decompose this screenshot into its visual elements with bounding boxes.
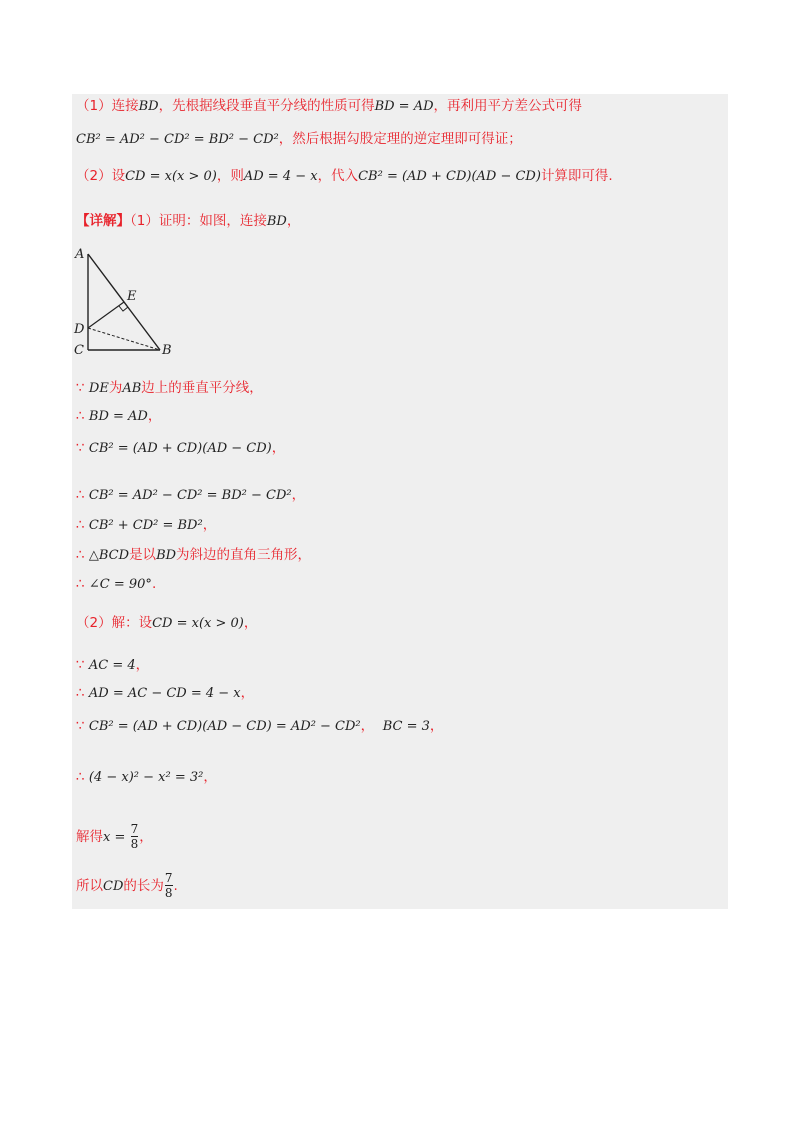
triangle-figure bbox=[72, 244, 192, 364]
text: ，则 bbox=[216, 168, 244, 184]
text: 的长为 bbox=[123, 878, 164, 894]
label-a: A bbox=[75, 247, 85, 262]
part2-line bbox=[76, 683, 254, 704]
symbol: ∵ bbox=[76, 440, 85, 456]
text: ， bbox=[135, 657, 150, 673]
math: AB bbox=[122, 381, 142, 396]
proof-line bbox=[76, 515, 216, 536]
proof-line bbox=[76, 545, 311, 566]
math: CD = x(x > 0) bbox=[152, 616, 244, 631]
part2-intro bbox=[76, 613, 257, 634]
text: ，再利用平方差公式可得 bbox=[433, 98, 583, 114]
numerator: 7 bbox=[130, 822, 139, 836]
symbol: ∴ bbox=[76, 517, 85, 533]
math: CB² = AD² − CD² = BD² − CD² bbox=[76, 132, 279, 147]
symbol: ∴ bbox=[76, 547, 85, 563]
math: BD = AD bbox=[88, 409, 148, 424]
text: （1）证明：如图，连接 bbox=[130, 213, 267, 229]
text: （2）设 bbox=[76, 168, 126, 184]
math: CB² = (AD + CD)(AD − CD) = AD² − CD² bbox=[88, 719, 361, 734]
text: ， bbox=[147, 408, 162, 424]
math: BD = AD bbox=[374, 99, 434, 114]
text: ， bbox=[271, 440, 286, 456]
detail-heading: 【详解】 bbox=[76, 213, 130, 229]
label-b: B bbox=[162, 343, 172, 358]
math: BD bbox=[156, 548, 177, 563]
math: CD bbox=[103, 879, 124, 894]
text: 为 bbox=[108, 380, 123, 396]
label-d: D bbox=[74, 322, 85, 337]
text: （1）连接 bbox=[76, 98, 139, 114]
part2-line bbox=[76, 716, 443, 737]
analysis-line-2 bbox=[76, 129, 522, 150]
text: ， bbox=[139, 829, 153, 845]
symbol: ∴ bbox=[76, 685, 85, 701]
proof-line bbox=[76, 406, 161, 427]
text: ， bbox=[202, 517, 217, 533]
text: ， bbox=[360, 718, 375, 734]
math: △BCD bbox=[88, 548, 130, 563]
part2-line bbox=[76, 767, 217, 788]
text: ，然后根据勾股定理的逆定理即可得证； bbox=[278, 131, 522, 147]
numerator: 7 bbox=[164, 871, 173, 885]
math: DE bbox=[88, 381, 109, 396]
proof-line bbox=[76, 574, 156, 595]
symbol: ∴ bbox=[76, 576, 85, 592]
analysis-line-3 bbox=[76, 166, 613, 187]
math: BC = 3 bbox=[382, 719, 430, 734]
symbol: ∴ bbox=[76, 487, 85, 503]
text: . bbox=[151, 576, 157, 592]
symbol: ∵ bbox=[76, 657, 85, 673]
text: ，先根据线段垂直平分线的性质可得 bbox=[158, 98, 375, 114]
denominator: 8 bbox=[164, 886, 173, 900]
text: 是以 bbox=[129, 547, 157, 563]
text: ， bbox=[429, 718, 444, 734]
fraction bbox=[165, 872, 173, 900]
math: CB² = AD² − CD² = BD² − CD² bbox=[88, 488, 292, 503]
symbol: ∴ bbox=[76, 408, 85, 424]
denominator: 8 bbox=[130, 837, 139, 851]
math: ∠C = 90° bbox=[88, 577, 152, 592]
text: 边上的垂直平分线， bbox=[141, 380, 263, 396]
proof-line bbox=[76, 485, 305, 506]
math: BD bbox=[266, 214, 287, 229]
math: CD = x(x > 0) bbox=[125, 169, 217, 184]
part2-line bbox=[76, 655, 149, 676]
math: (4 − x)² − x² = 3² bbox=[88, 770, 204, 785]
math: AC = 4 bbox=[88, 658, 136, 673]
text: ， bbox=[203, 769, 217, 785]
math: CB² = (AD + CD)(AD − CD) bbox=[88, 441, 272, 456]
symbol: ∴ bbox=[76, 769, 85, 785]
text: 所以 bbox=[76, 878, 103, 894]
math: AD = 4 − x bbox=[243, 169, 318, 184]
text: ， bbox=[240, 685, 255, 701]
label-e: E bbox=[127, 289, 137, 304]
text: 解得 bbox=[76, 829, 103, 845]
analysis-line-1 bbox=[76, 96, 582, 117]
math: x = bbox=[103, 830, 126, 845]
math: BD bbox=[138, 99, 159, 114]
label-c: C bbox=[74, 343, 84, 358]
symbol: ∵ bbox=[76, 718, 85, 734]
symbol: ∵ bbox=[76, 380, 85, 396]
proof-line bbox=[76, 378, 263, 399]
text: . bbox=[173, 878, 178, 894]
math: CB² = (AD + CD)(AD − CD) bbox=[358, 169, 541, 184]
text: ， bbox=[243, 615, 258, 631]
solve-line bbox=[76, 823, 153, 851]
math: CB² + CD² = BD² bbox=[88, 518, 203, 533]
text: 计算即可得. bbox=[540, 168, 613, 184]
text: ，代入 bbox=[317, 168, 359, 184]
math: AD = AC − CD = 4 − x bbox=[88, 686, 241, 701]
text: ， bbox=[286, 213, 301, 229]
text: （2）解：设 bbox=[76, 615, 153, 631]
proof-line bbox=[76, 438, 285, 459]
fraction bbox=[131, 823, 139, 851]
text: ， bbox=[291, 487, 306, 503]
text: 为斜边的直角三角形， bbox=[176, 547, 312, 563]
detail-heading-line bbox=[76, 211, 300, 232]
final-line bbox=[76, 872, 178, 900]
